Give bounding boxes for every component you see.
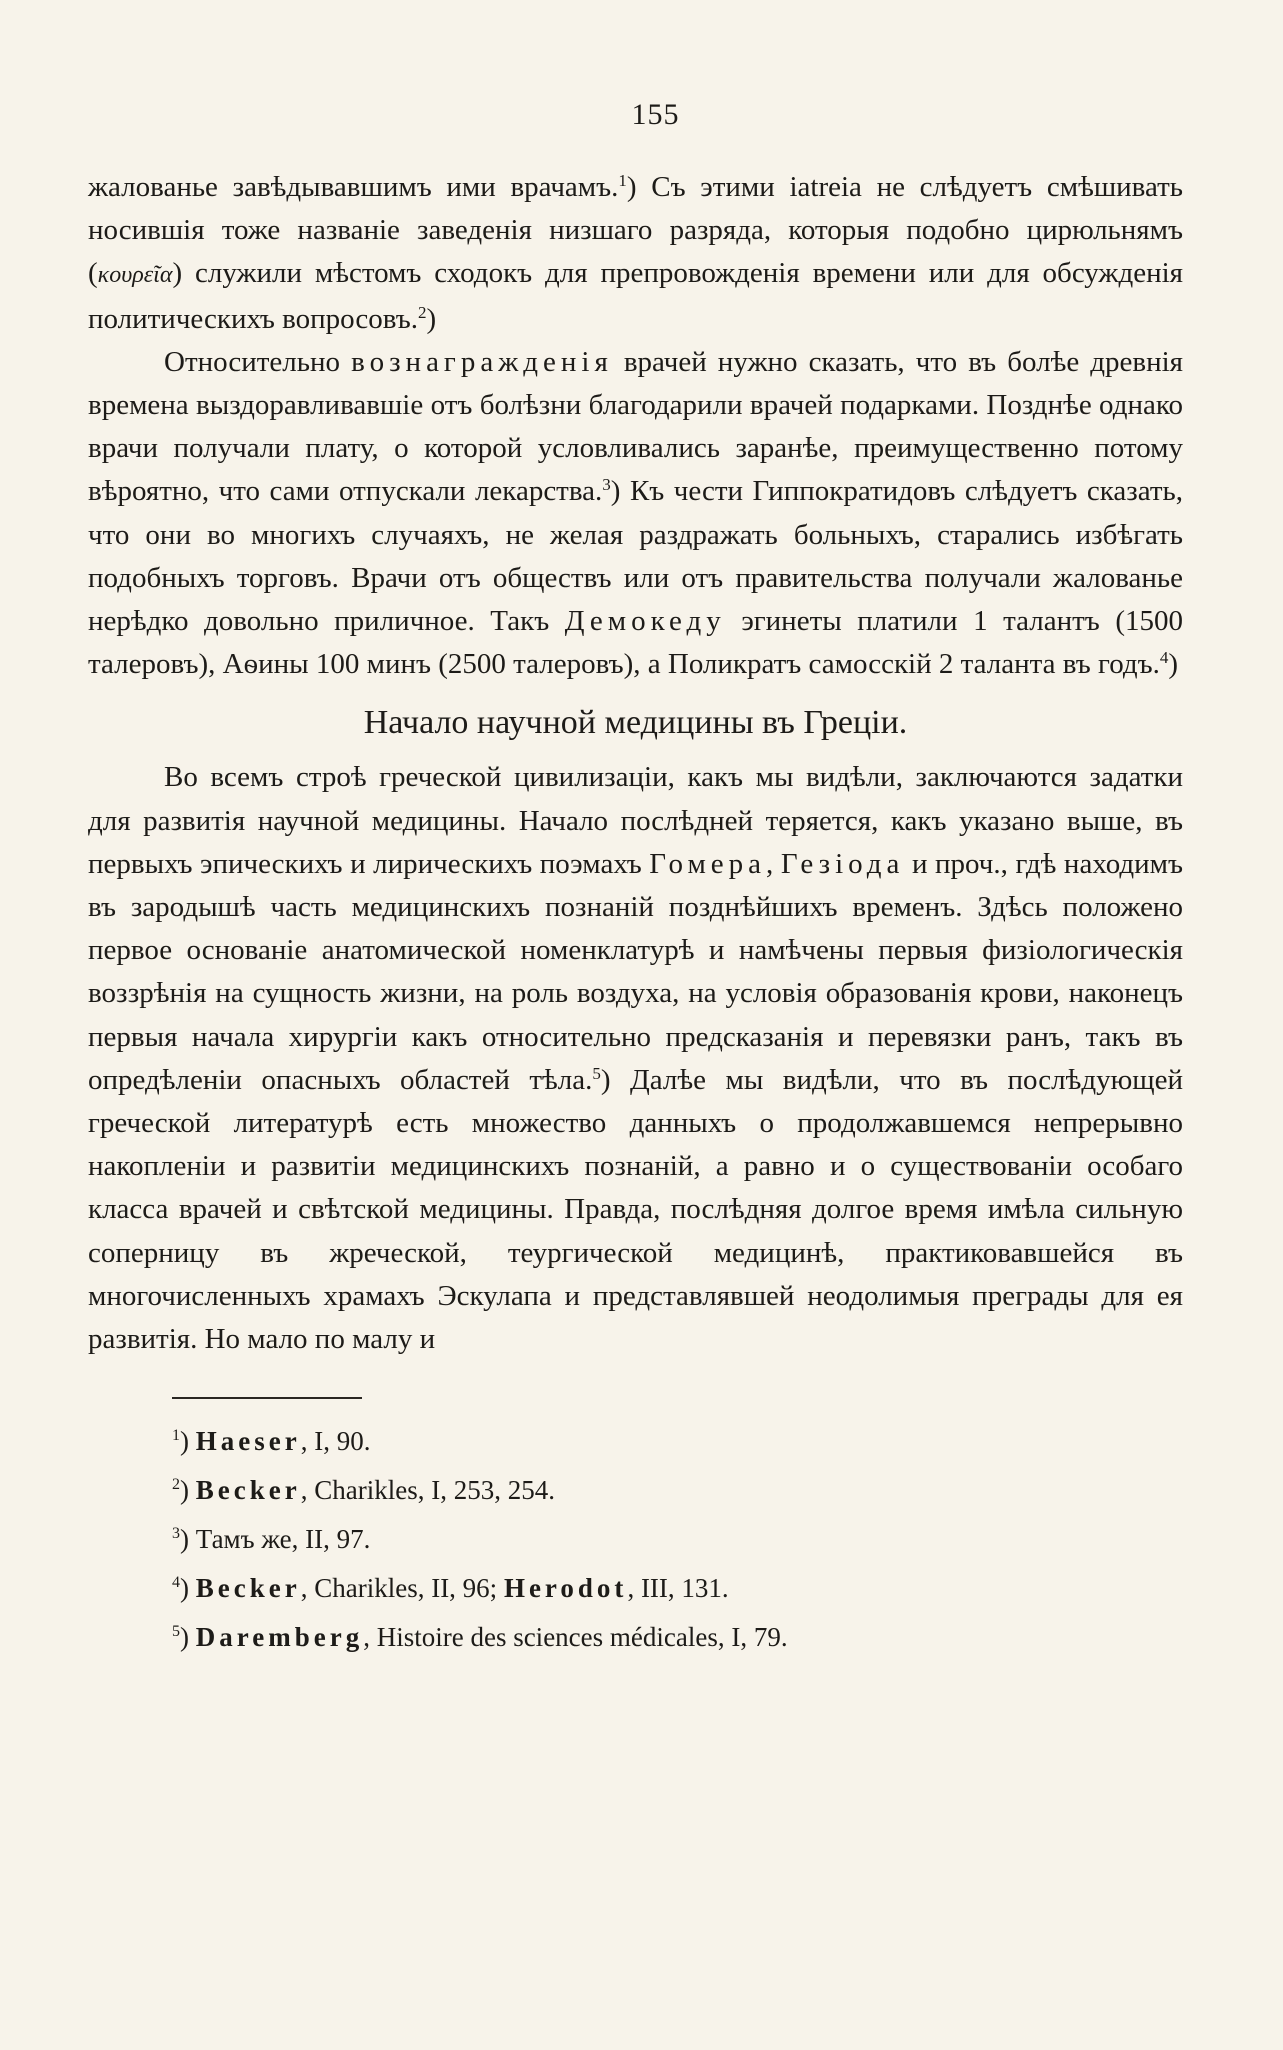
footnote-mark: 4 (172, 1574, 180, 1592)
emphasized-word: вознагражденія (351, 345, 613, 378)
emphasized-name: Гезіода (780, 847, 905, 880)
footnote-author: Becker (195, 1475, 301, 1506)
footnote-mark: 1 (172, 1427, 180, 1445)
footnote-ref: 5 (592, 1063, 601, 1083)
emphasized-name: Демокеду (564, 605, 726, 638)
footnote-item: $^2$) Becker, Charikles, I, 253, 254. (172, 1475, 555, 1506)
footnote-author: Haeser (195, 1426, 301, 1457)
footnote-mark: 3 (172, 1525, 180, 1543)
footnote-item: $^3$) Тамъ же, II, 97. (172, 1524, 371, 1555)
footnote-ref: 4 (1159, 648, 1169, 668)
paragraph-3 (88, 756, 1183, 1361)
footnote-ref: 2 (417, 302, 427, 322)
footnote-item: $^5$) Daremberg, Histoire des sciences médicales, I, 79. (172, 1622, 788, 1653)
emphasized-name: Гомера (649, 847, 767, 880)
footnote-separator (172, 1397, 362, 1399)
text-run: ) служили мѣстомъ сходокъ для препровожденія времени или для обсужденія политическихъ вопросовъ. (88, 257, 1183, 335)
footnote-author: Becker (195, 1573, 301, 1604)
section-heading: Начало научной медицины въ Греціи. (363, 704, 908, 742)
footnote-text: , Charikles, II, 96; (300, 1573, 504, 1604)
text-run: Относительно (164, 345, 352, 378)
footnote-text: , III, 131. (627, 1573, 729, 1604)
footnote-author: Herodot (503, 1573, 628, 1604)
footnotes (172, 1417, 1183, 1662)
text-run: ) Далѣе мы видѣли, что въ послѣдующей греческой литературѣ есть множество данныхъ о продолжавшемся непрерывно накопленіи и развитіи медицинскихъ познаній, а равно и о существованіи особаго класса врачей и свѣтской медицины. Правда, послѣдняя долгое время имѣла сильную соперницу въ жреческой, теургической медицинѣ, практиковавшейся въ многочисленныхъ храмахъ Эскулапа и представлявшей неодолимыя преграды для ея развитія. Но мало по малу и (88, 1063, 1183, 1356)
text-run: ) (1168, 648, 1179, 681)
footnote-author: Daremberg (195, 1622, 364, 1653)
footnote-mark: 5 (172, 1623, 180, 1641)
text-run: жалованье завѣдывавшимъ ими врачамъ. (88, 171, 619, 203)
text-run: , (766, 847, 781, 880)
text-run: Во всемъ строѣ греческой цивилизаціи, какъ мы видѣли, заключаются задатки для развитія научной медицины. Начало послѣдней теряется, какъ указано выше, въ первыхъ эпическихъ и лирическихъ поэмахъ (88, 761, 1183, 880)
footnote-text: , Histoire des sciences médicales, I, 79. (363, 1622, 788, 1653)
text-run: эгинеты платили 1 талантъ (1500 талеровъ), Аѳины 100 минъ (2500 талеровъ), а Поликратъ самосскій 2 таланта въ годъ. (88, 605, 1183, 681)
footnote-mark: 2 (172, 1476, 180, 1494)
text-run: ) (426, 302, 437, 335)
text-run: ) Къ чести Гиппократидовъ слѣдуетъ сказать, что они во многихъ случаяхъ, не желая раздражать больныхъ, старались избѣгать подобныхъ торговъ. Врачи отъ обществъ или отъ правительства получали жалованье нерѣдко довольно приличное. Такъ (88, 475, 1183, 638)
greek-word: κουρεῖα (97, 262, 173, 289)
footnote-text: Тамъ же, II, 97. (189, 1524, 371, 1555)
text-run: врачей нужно сказать, что въ болѣе древнія времена выздоравливавшіе отъ болѣзни благодарили врачей подарками. Позднѣе однако врачи получали плату, о которой условливались заранѣе, преимущественно потому вѣроятно, что сами отпускали лекарства. (88, 345, 1184, 508)
footnote-text: , I, 90. (300, 1426, 371, 1457)
footnote-text: , Charikles, I, 253, 254. (300, 1475, 555, 1506)
footnote-item: $^1$) Haeser, I, 90. (172, 1426, 371, 1457)
text-run: ) Съ этими iatreia не слѣдуетъ смѣшивать носившія тоже названіе заведенія низшаго разряда, которыя подобно цирюльнямъ ( (88, 171, 1183, 290)
paragraph-2 (88, 341, 1183, 687)
page-number: 155 (631, 98, 680, 131)
text-run: и проч., гдѣ находимъ въ зародышѣ часть медицинскихъ познаній позднѣйшихъ временъ. Здѣсь положено первое основаніе анатомической номенклатурѣ и намѣчены первыя физіологическія воззрѣнія на сущность жизни, на роль воздуха, на условія образованія крови, наконецъ первыя начала хирургіи какъ относительно предсказанія и перевязки ранъ, такъ въ опредѣленіи опасныхъ областей тѣла. (88, 847, 1184, 1096)
footnote-ref: 1 (618, 171, 627, 190)
footnote-ref: 3 (602, 475, 611, 495)
footnote-item: $^4$) Becker, Charikles, II, 96; Herodot, III, 131. (172, 1573, 729, 1604)
paragraph-1 (88, 166, 1183, 341)
